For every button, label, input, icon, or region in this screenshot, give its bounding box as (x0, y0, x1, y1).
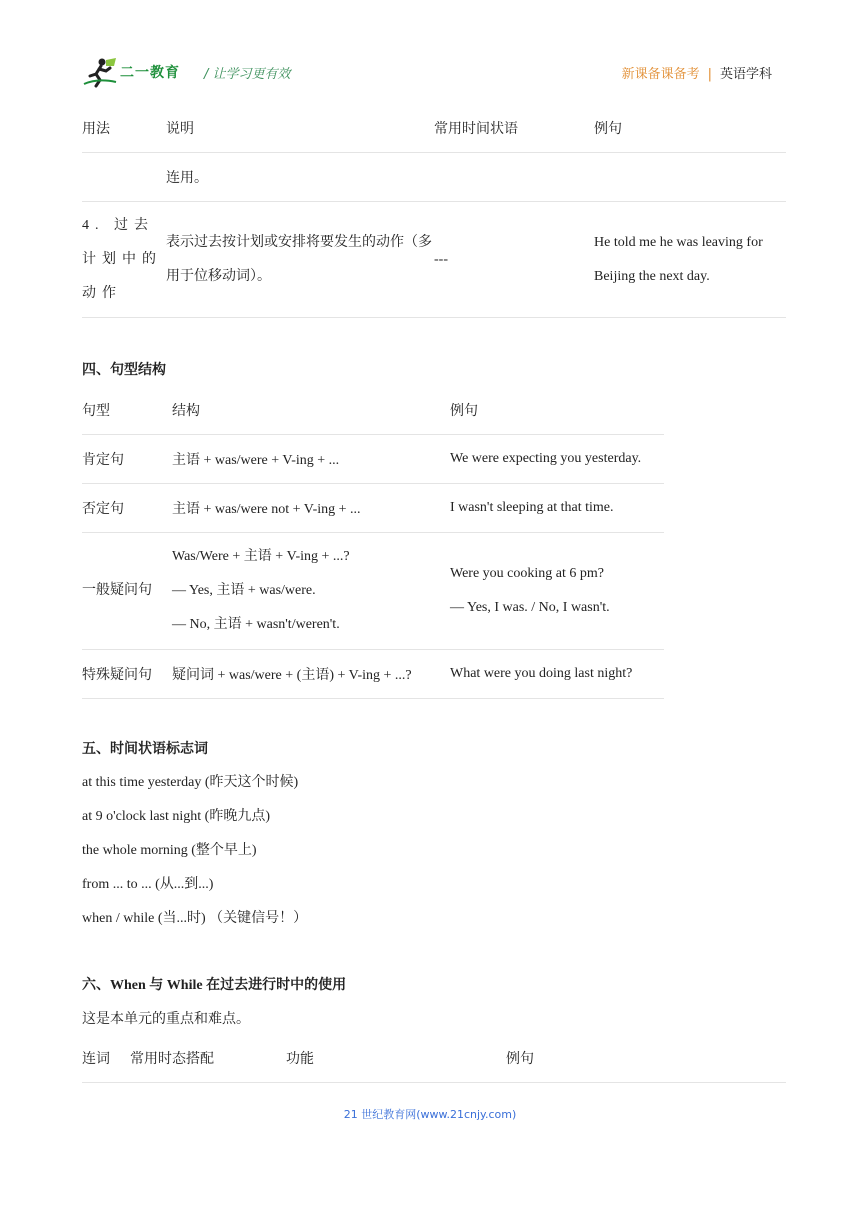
example-cell: What were you doing last night? (450, 650, 664, 699)
header-description: 说明 (166, 104, 434, 153)
description-cell: 连用。 (166, 153, 434, 202)
header-subject: 英语学科 (719, 67, 772, 82)
logo-text: 二一教育 (120, 65, 180, 81)
table-row (82, 153, 786, 202)
time-marker-item: from ... to ... (从...到...) (82, 877, 214, 892)
logo (82, 56, 192, 88)
time-marker-item: at 9 o'clock last night (昨晚九点) (82, 809, 270, 824)
header-example: 例句 (594, 104, 786, 153)
structure-line: — No, 主语 + wasn't/weren't. (172, 617, 340, 632)
header-course: 新课备课备考 (621, 67, 700, 82)
time-marker-item: at this time yesterday (昨天这个时候) (82, 775, 299, 790)
example-line: — Yes, I was. / No, I wasn't. (450, 600, 610, 615)
page-header (82, 56, 786, 88)
time-adverbial-cell: --- (434, 202, 594, 318)
header-example: 例句 (506, 1034, 786, 1083)
usage-table (82, 104, 786, 318)
usage-cell: 4. 过去计划中的动作 (82, 202, 166, 318)
header-example: 例句 (450, 386, 664, 435)
table-row (82, 202, 786, 318)
table-header-row (82, 104, 786, 153)
header-conjunction: 连词 (82, 1034, 130, 1083)
sentence-type-cell: 一般疑问句 (82, 533, 172, 650)
table-row (82, 435, 664, 484)
example-cell: He told me he was leaving for Beijing the next day. (594, 202, 786, 318)
sentence-type-cell: 肯定句 (82, 435, 172, 484)
sentence-type-cell: 特殊疑问句 (82, 650, 172, 699)
section-heading-5: 五、时间状语标志词 (82, 742, 208, 757)
example-cell (450, 533, 664, 650)
header-slogan: / 让学习更有效 (204, 67, 291, 82)
time-marker-item: when / while (当...时) （关键信号！） (82, 911, 308, 926)
structure-line: Was/Were + 主语 + V-ing + ...? (172, 549, 350, 564)
section-heading-4: 四、句型结构 (82, 363, 166, 378)
sentence-structure-table (82, 386, 664, 699)
header-separator: | (707, 67, 712, 82)
header-structure: 结构 (172, 386, 450, 435)
table-row (82, 650, 664, 699)
structure-cell: 主语 + was/were + V-ing + ... (172, 435, 450, 484)
structure-cell (172, 533, 450, 650)
table-row (82, 533, 664, 650)
section-intro: 这是本单元的重点和难点。 (82, 1012, 250, 1027)
example-line: Were you cooking at 6 pm? (450, 566, 604, 581)
table-header-row (82, 1034, 786, 1083)
structure-cell: 疑问词 + was/were + (主语) + V-ing + ...? (172, 650, 450, 699)
header-usage: 用法 (82, 104, 166, 153)
example-cell: We were expecting you yesterday. (450, 435, 664, 484)
time-marker-item: the whole morning (整个早上) (82, 843, 257, 858)
page-footer: 21 世纪教育网(www.21cnjy.com) (343, 1108, 517, 1121)
structure-cell: 主语 + was/were not + V-ing + ... (172, 484, 450, 533)
header-sentence-type: 句型 (82, 386, 172, 435)
table-header-row (82, 386, 664, 435)
header-right (622, 63, 772, 82)
header-function: 功能 (286, 1034, 506, 1083)
example-cell: I wasn't sleeping at that time. (450, 484, 664, 533)
when-while-table (82, 1034, 786, 1083)
runner-logo-icon (82, 56, 118, 88)
table-row (82, 484, 664, 533)
header-time-adverbial: 常用时间状语 (434, 104, 594, 153)
header-tense-pairing: 常用时态搭配 (130, 1034, 286, 1083)
description-cell: 表示过去按计划或安排将要发生的动作（多用于位移动词）。 (166, 202, 434, 318)
structure-line: — Yes, 主语 + was/were. (172, 583, 316, 598)
sentence-type-cell: 否定句 (82, 484, 172, 533)
section-heading-6: 六、When 与 While 在过去进行时中的使用 (82, 978, 347, 993)
